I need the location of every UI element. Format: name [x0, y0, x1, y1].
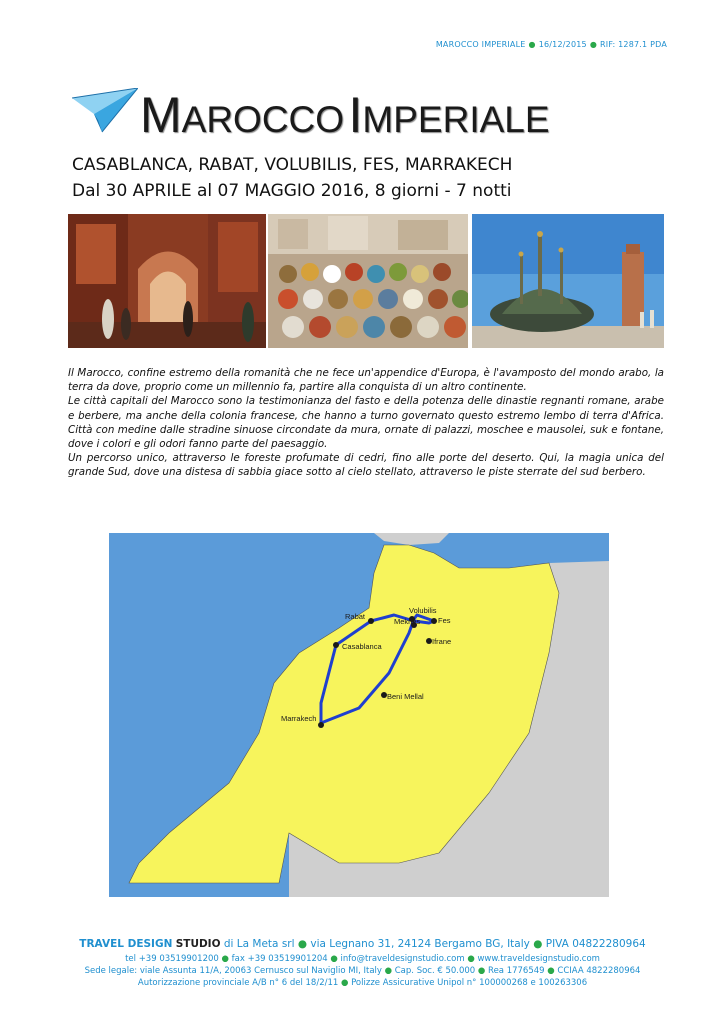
- label-casablanca: Casablanca: [342, 642, 382, 651]
- marker-casablanca: [333, 642, 339, 648]
- footer-line-1: TRAVEL DESIGN STUDIO di La Meta srl ● via Legnano 31, 24124 Bergamo BG, Italy ● PIVA 04822280964: [79, 938, 646, 950]
- header-label: MAROCCO IMPERIALE: [435, 40, 526, 49]
- bullet-icon: ●: [589, 40, 597, 49]
- bullet-icon: ●: [330, 954, 338, 964]
- footer-line-3: Sede legale: viale Assunta 11/A, 20063 Cernusco sul Naviglio MI, Italy ● Cap. Soc. € 50.000 ● Rea 1776549 ● CCIAA 4822280964: [84, 966, 641, 976]
- photo-souk-alley: [68, 214, 266, 348]
- label-marrakech: Marrakech: [281, 714, 317, 723]
- intro-text: [68, 366, 664, 480]
- footer-email[interactable]: info@traveldesignstudio.com: [340, 954, 465, 964]
- page-title: MAROCCO IMPERIALE: [140, 87, 550, 143]
- footer-line-2: tel +39 03519901200 ● fax +39 03519901204 ● info@traveldesignstudio.com ● www.traveldesignstudio.com: [125, 954, 600, 964]
- paper-plane-logo: [72, 88, 138, 134]
- label-rabat: Rabat: [345, 612, 366, 621]
- label-meknes: Meknès: [394, 617, 421, 626]
- header-ref: RIF: 1287.1 PDA: [600, 40, 667, 49]
- subtitle-cities: CASABLANCA, RABAT, VOLUBILIS, FES, MARRAKECH: [72, 155, 513, 175]
- label-volubilis: Volubilis: [409, 606, 437, 615]
- bullet-icon: ●: [384, 966, 393, 976]
- label-beni-mellal: Beni Mellal: [387, 692, 424, 701]
- marker-fes: [431, 618, 437, 624]
- footer-line-4: Autorizzazione provinciale A/B n° 6 del 18/2/11 ● Polizze Assicurative Unipol n° 100000268 e 100263306: [137, 978, 588, 988]
- document-header-ref: [436, 40, 667, 49]
- label-fes: Fes: [438, 616, 451, 625]
- header-date: 16/12/2015: [538, 40, 587, 49]
- footer-website[interactable]: www.traveldesignstudio.com: [477, 954, 600, 964]
- marker-rabat: [368, 618, 374, 624]
- bullet-icon: ●: [221, 954, 229, 964]
- bullet-icon: ●: [528, 40, 536, 49]
- bullet-icon: ●: [467, 954, 475, 964]
- route-map: [109, 533, 609, 897]
- bullet-icon: ●: [477, 966, 486, 976]
- bullet-icon: ●: [533, 938, 543, 950]
- bullet-icon: ●: [297, 938, 308, 950]
- photo-fes-tannery: [268, 214, 468, 348]
- bullet-icon: ●: [547, 966, 555, 976]
- photo-rabat-tower: [472, 214, 664, 348]
- label-ifrane: Ifrane: [432, 637, 452, 646]
- intro-paragraph: Il Marocco, confine estremo della romanità che ne fece un'appendice d'Europa, è l'avamposto del mondo arabo, la terra da dove, proprio come un millennio fa, partire alla conquista di un altro continente.: [68, 367, 664, 394]
- marker-marrakech: [318, 722, 324, 728]
- bullet-icon: ●: [340, 978, 349, 988]
- intro-paragraph: Un percorso unico, attraverso le foreste profumate di cedri, fino alle porte del deserto. Qui, la magia unica del grande Sud, dove una distesa di sabbia giace sotto al cielo stellato, attraverso le piste sterrate del sud berbero.: [68, 452, 664, 479]
- subtitle-dates: Dal 30 APRILE al 07 MAGGIO 2016, 8 giorni - 7 notti: [72, 181, 512, 201]
- intro-paragraph: Le città capitali del Marocco sono la testimonianza del fasto e della potenza delle dinastie regnanti romane, arabe e berbere, ma anche della colonia francese, che hanno a turno governato questo estremo lembo di terra d'Africa. Città con medine dalle stradine sinuose circondate da mura, ornate di palazzi, moschee e mausolei, suk e fontane, dove i colori e gli odori fanno parte del paesaggio.: [68, 395, 664, 451]
